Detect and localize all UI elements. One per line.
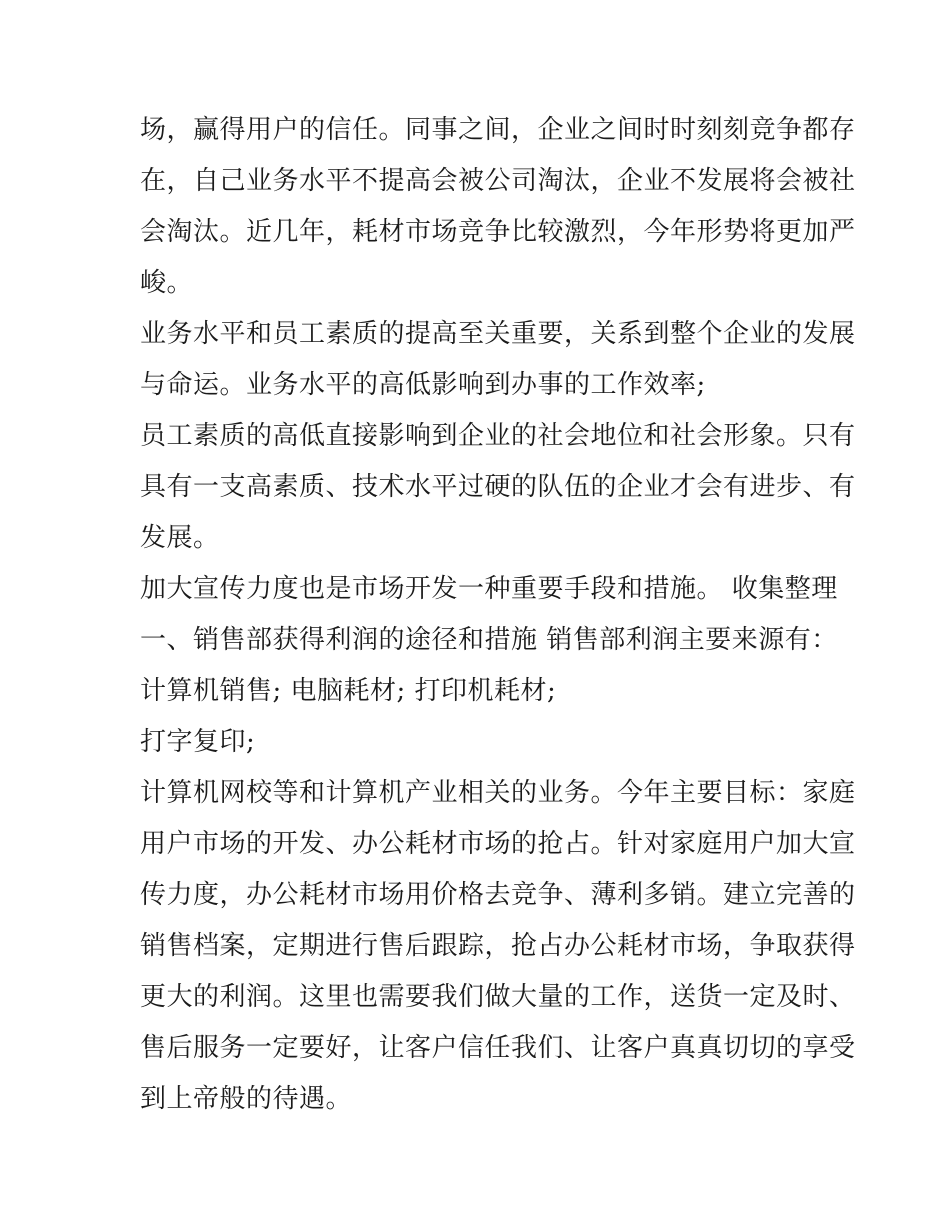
text-line: 传力度，办公耗材市场用价格去竞争、薄利多销。建立完善的 (140, 880, 856, 910)
text-line: 一、销售部获得利润的途径和措施 销售部利润主要来源有： (140, 625, 838, 655)
text-line: 计算机网校等和计算机产业相关的业务。今年主要目标：家庭 (140, 778, 856, 808)
text-line: 业务水平和员工素质的提高至关重要，关系到整个企业的发展 (140, 319, 856, 349)
text-line: 销售档案，定期进行售后跟踪，抢占办公耗材市场，争取获得 (140, 931, 856, 961)
text-line: 会淘汰。近几年，耗材市场竞争比较激烈，今年形势将更加严 (140, 217, 856, 247)
text-line: 用户市场的开发、办公耗材市场的抢占。针对家庭用户加大宣 (140, 829, 856, 859)
document-body (140, 105, 856, 1125)
text-line: 加大宣传力度也是市场开发一种重要手段和措施。 收集整理 (140, 574, 838, 604)
text-line: 员工素质的高低直接影响到企业的社会地位和社会形象。只有 (140, 421, 856, 451)
text-line: 在，自己业务水平不提高会被公司淘汰，企业不发展将会被社 (140, 166, 856, 196)
text-line: 发展。 (140, 523, 220, 553)
text-line: 峻。 (140, 268, 194, 298)
text-line: 售后服务一定要好，让客户信任我们、让客户真真切切的享受 (140, 1033, 856, 1063)
text-line: 具有一支高素质、技术水平过硬的队伍的企业才会有进步、有 (140, 472, 856, 502)
text-line: 更大的利润。这里也需要我们做大量的工作，送货一定及时、 (140, 982, 856, 1012)
text-line: 打字复印; (140, 727, 256, 757)
text-line: 到上帝般的待遇。 (140, 1084, 353, 1114)
text-line: 与命运。业务水平的高低影响到办事的工作效率; (140, 370, 706, 400)
text-line: 计算机销售; 电脑耗材; 打印机耗材; (140, 676, 557, 706)
text-line: 场，赢得用户的信任。同事之间，企业之间时时刻刻竞争都存 (140, 115, 856, 145)
